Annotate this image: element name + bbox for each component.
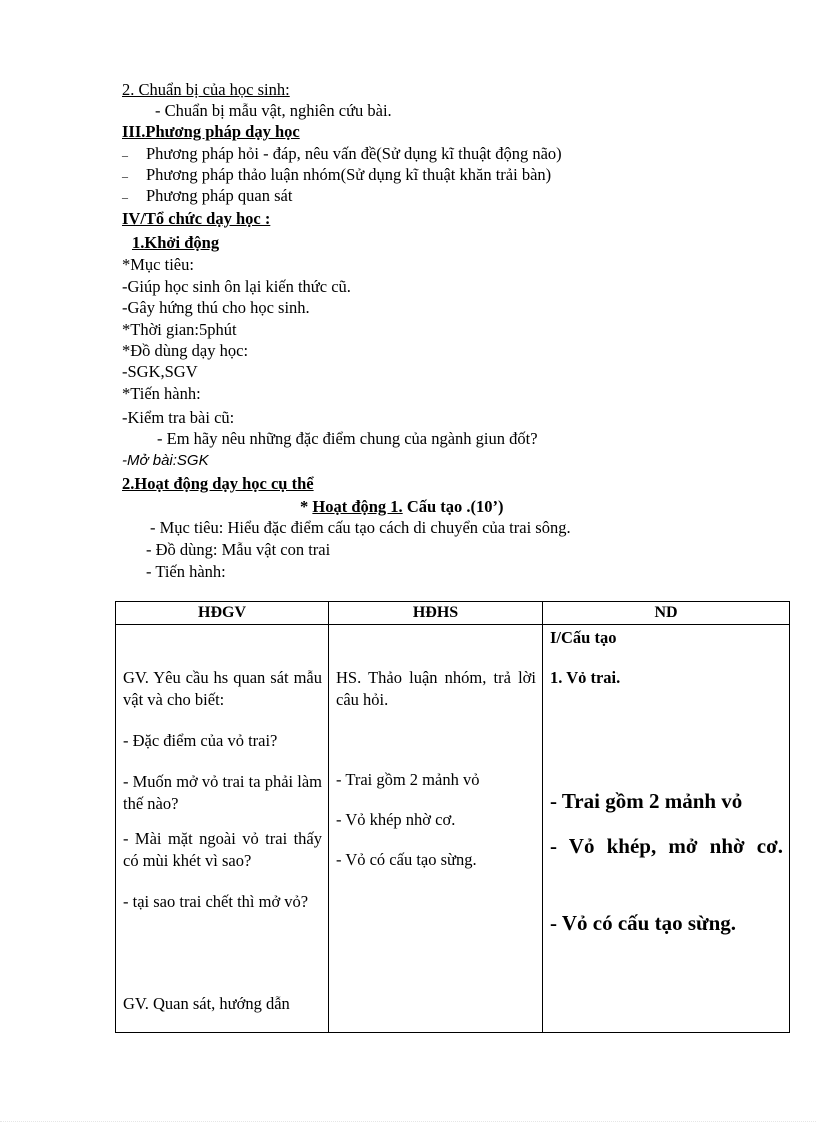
method-item: Phương pháp quan sát (146, 186, 293, 205)
student-prep-item: - Chuẩn bị mẫu vật, nghiên cứu bài. (155, 101, 392, 120)
gv-text: - tại sao trai chết thì mở vỏ? (123, 892, 309, 911)
hs-text: - Vỏ có cấu tạo sừng. (336, 850, 477, 869)
method-item: Phương pháp hỏi - đáp, nêu vấn đề(Sử dụng kĩ thuật động não) (146, 144, 562, 163)
bullet-dash: – (122, 190, 128, 204)
nd-point: - Vỏ có cấu tạo sừng. (550, 911, 737, 935)
table-header-row (116, 602, 790, 625)
hs-text: - Trai gồm 2 mảnh vỏ (336, 770, 480, 789)
content-cell (543, 625, 790, 1033)
lesson-table (115, 601, 790, 1033)
gv-text: GV. Quan sát, hướng dẫn (123, 994, 290, 1013)
lesson-intro: -Mở bài:SGK (122, 452, 209, 469)
methods-heading: III.Phương pháp dạy học (122, 122, 300, 141)
student-activity-cell (329, 625, 543, 1033)
header-content: ND (543, 602, 790, 625)
header-teacher-activity: HĐGV (116, 602, 329, 625)
table-row (116, 625, 790, 1033)
student-prep-heading: 2. Chuẩn bị của học sinh: (122, 80, 290, 99)
nd-point: - Vỏ khép, mở nhờ cơ. (550, 834, 783, 858)
warmup-line: -SGK,SGV (122, 362, 198, 381)
gv-text: - Muốn mở vỏ trai ta phải làm thế nào? (123, 772, 322, 813)
gv-text: - Đặc điểm của vỏ trai? (123, 731, 278, 750)
gv-text: - Mài mặt ngoài vỏ trai thấy có mùi khét vì sao? (123, 829, 322, 870)
warmup-line: -Gây hứng thú cho học sinh. (122, 298, 310, 317)
warmup-line: *Thời gian:5phút (122, 320, 237, 339)
bullet-dash: – (122, 148, 128, 162)
warmup-line: -Giúp học sinh ôn lại kiến thức cũ. (122, 277, 351, 296)
warmup-heading: 1.Khởi động (132, 233, 220, 252)
nd-subsection: 1. Vỏ trai. (550, 668, 621, 687)
activity-prefix: * (300, 497, 309, 516)
nd-point: - Trai gồm 2 mảnh vỏ (550, 789, 743, 813)
warmup-line: *Đồ dùng dạy học: (122, 341, 249, 360)
activity-goal: - Mục tiêu: Hiểu đặc điểm cấu tạo cách di chuyển của trai sông. (150, 518, 571, 537)
organization-heading: IV/Tổ chức dạy học : (122, 209, 271, 228)
nd-section: I/Cấu tạo (550, 628, 617, 647)
header-student-activity: HĐHS (329, 602, 543, 625)
activities-heading: 2.Hoạt động dạy học cụ thể (122, 474, 314, 493)
hs-text: - Vỏ khép nhờ cơ. (336, 810, 456, 829)
method-item: Phương pháp thảo luận nhóm(Sử dụng kĩ thuật khăn trải bàn) (146, 165, 552, 184)
warmup-line: *Tiến hành: (122, 384, 201, 403)
activity-procedure: - Tiến hành: (146, 562, 226, 581)
gv-text: GV. Yêu cầu hs quan sát mẫu vật và cho biết: (123, 668, 322, 709)
warmup-line: *Mục tiêu: (122, 255, 194, 274)
review-question: - Em hãy nêu những đặc điểm chung của ngành giun đốt? (157, 429, 538, 448)
bullet-dash: – (122, 169, 128, 183)
page-bottom-divider (0, 1121, 816, 1122)
activity-label: Hoạt động 1. (312, 497, 403, 516)
activity-topic: Cấu tạo .(10’) (406, 497, 504, 516)
hs-text: HS. Thảo luận nhóm, trả lời câu hỏi. (336, 668, 536, 709)
activity-title (300, 497, 504, 517)
activity-materials: - Đồ dùng: Mẫu vật con trai (146, 540, 331, 559)
warmup-line: -Kiểm tra bài cũ: (122, 408, 235, 427)
teacher-activity-cell (116, 625, 329, 1033)
